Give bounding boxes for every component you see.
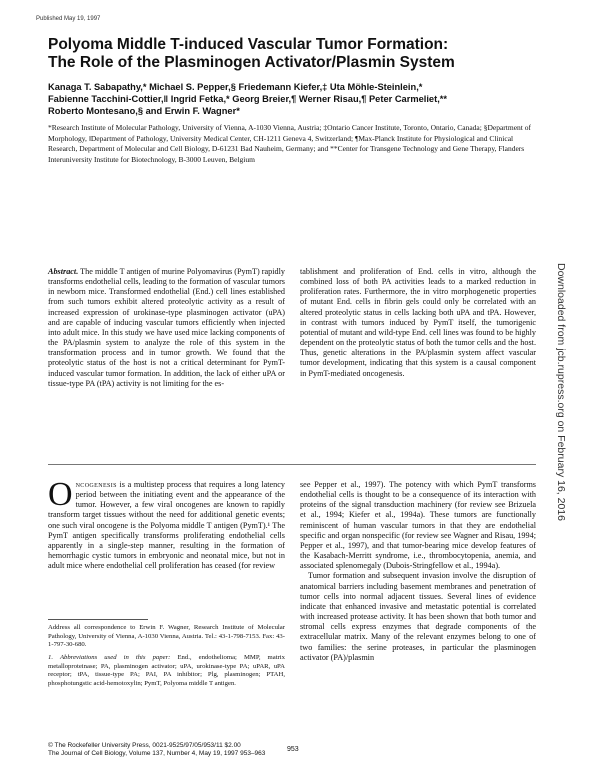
- article-title: [48, 36, 518, 72]
- body-right-paragraph-2: Tumor formation and subsequent invasion involve the disruption of anatomical barriers including basement membranes and penetration of tumor cells into normal adjacent tissues. Several lines of evidence indicate that enhanced invasive and metastatic potential is correlated with increased protease activity. It has been shown that both tumor and stromal cells express enzymes that degrade components of the extracellular matrix. Many of the relevant enzymes belong to one of two families: the serine proteases, in particular the plasminogen activator (PA)/plasmin: [300, 571, 536, 662]
- abstract-right-column: tablishment and proliferation of End. cells in vitro, although the combined loss of both PA activities leads to a marked reduction in proliferation rates. Furthermore, the in vitro morphogenetic properties of mutant End. cells in fibrin gels could only be correlated with an altered proteolytic status in cells lacking both uPA and tPA. However, in contrast with tumors induced by PymT itself, the tumorigenic potential of mutant and wild-type End. cell lines was found to be highly dependent on the proteolytic status of both the tumor cells and the host. Thus, genetic alterations in the PA/plasmin system affect vascular tumor development, indicating that this system is a causal component in PymT-mediated oncogenesis.: [300, 267, 536, 378]
- lead-smallcaps: ncogenesis: [75, 480, 117, 489]
- title-line-1: Polyoma Middle T-induced Vascular Tumor Formation:: [48, 36, 449, 53]
- section-divider: [48, 464, 536, 465]
- body-left-column: [48, 476, 285, 571]
- correspondence-footnote: Address all correspondence to Erwin F. Wagner, Research Institute of Molecular Pathology, University of Vienna, A-1030 Vienna, Austria. Tel.: 43-1-798-7153. Fax: 43-1-797-30-680.: [48, 624, 285, 649]
- download-watermark-text: Downloaded from jcb.rupress.org on February 16, 2016: [555, 263, 567, 521]
- copyright-line-1: © The Rockefeller University Press, 0021-9525/97/05/953/11 $2.00: [48, 742, 241, 749]
- body-left-text: is a multistep process that requires a long latency period between the initiating event and the appearance of the tumor. However, a few viral oncogenes are known to rapidly transform target tissues without the need for additional genetic events; one such viral oncogene is the Polyoma middle T antigen (PymT).¹ The PymT antigen specifically transforms proliferating endothelial cells apparently in a single-step manner, resulting in the formation of hemorrhagic cystic tumors in embryonic and neonatal mice, but not in adult mice where endothelial cell proliferation has ceased (for review: [48, 480, 285, 571]
- drop-cap: O: [48, 476, 73, 513]
- abbreviations-text: End., endothelioma; MMP, matrix metalloproteinase; PA, plasminogen activator; uPA, urokinase-type PA; uPAR, uPA receptor; tPA, tissue-type PA; PAI, PA inhibitor; Plg, plasminogen; PTAH, phosphotungstic acid-hemotoxylin; PymT, Polyoma middle T antigen.: [48, 654, 285, 687]
- abbreviations-footnote: [48, 654, 285, 688]
- copyright-line-2: The Journal of Cell Biology, Volume 137, Number 4, May 19, 1997 953–963: [48, 750, 266, 758]
- page-number: 953: [287, 746, 299, 753]
- abstract-left-column: [48, 267, 285, 389]
- affiliations: *Research Institute of Molecular Pathology, University of Vienna, A-1030 Vienna, Austria; ‡Ontario Cancer Institute, Toronto, Ontario, Canada; §Department of Morphology, ‖Department of Pathology, University Medical Center, CH-1211 Geneva 4, Switzerland; ¶Max-Planck Institute for Physiological and Clinical Research, Department of Molecular and Cell Biology, D-61231 Bad Nauheim, Germany; and **Center for Transgene Technology and Gene Therapy, Flanders Interuniversity Institute for Biotechnology, B-3000 Leuven, Belgium: [48, 123, 531, 164]
- authors-line-1: Kanaga T. Sabapathy,* Michael S. Pepper,§ Friedemann Kiefer,‡ Uta Möhle-Steinlein,*: [48, 82, 423, 92]
- publication-date: Published May 19, 1997: [36, 16, 101, 22]
- abstract-label: Abstract.: [48, 267, 79, 276]
- authors-line-3: Roberto Montesano,§ and Erwin F. Wagner*: [48, 106, 240, 116]
- copyright-block: [48, 742, 278, 758]
- abstract-left-text: The middle T antigen of murine Polyomavirus (PymT) rapidly transforms endothelial cells, leading to the formation of vascular tumors in newborn mice. Transformed endothelial (End.) cell lines established from such tumors exhibit altered proteolytic activity as a result of increased expression of urokinase-type plasminogen activator (uPA) and are capable of inducing vascular tumors efficiently when injected into adult mice. In this study we have used mice lacking components of the PA/plasmin system to analyze the role of this system in the transformation process and in tumor growth. We found that the proteolytic status of the host is not a critical determinant for PymT-induced vascular tumor formation. In addition, the lack of either uPA or tissue-type PA (tPA) activity is not limiting for the es-: [48, 267, 285, 388]
- abbreviations-label: 1. Abbreviations used in this paper:: [48, 654, 171, 661]
- authors-line-2: Fabienne Tacchini-Cottier,‖ Ingrid Fetka,* Georg Breier,¶ Werner Risau,¶ Peter Carmeliet,**: [48, 94, 448, 104]
- body-right-column: [300, 480, 536, 663]
- footnote-rule: [48, 619, 148, 620]
- body-right-paragraph-1: see Pepper et al., 1997). The potency with which PymT transforms endothelial cells is thought to be a consequence of its interaction with proteins of the signal transduction machinery (for review see Brizuela et al., 1994; Kiefer et al., 1994a). These tumors are functionally reminiscent of human vascular tumors in that they are endothelial specific and organ nonspecific (for review see Wagner and Risau, 1994; Pepper et al., 1997), and that tumor-bearing mice develop features of the Kasabach-Merritt syndrome, i.e., thrombocytopenia, anemia, and associated splenomegaly (Dubois-Stringfellow et al., 1994a).: [300, 480, 536, 571]
- title-line-2: The Role of the Plasminogen Activator/Plasmin System: [48, 54, 455, 71]
- author-list: [48, 81, 518, 117]
